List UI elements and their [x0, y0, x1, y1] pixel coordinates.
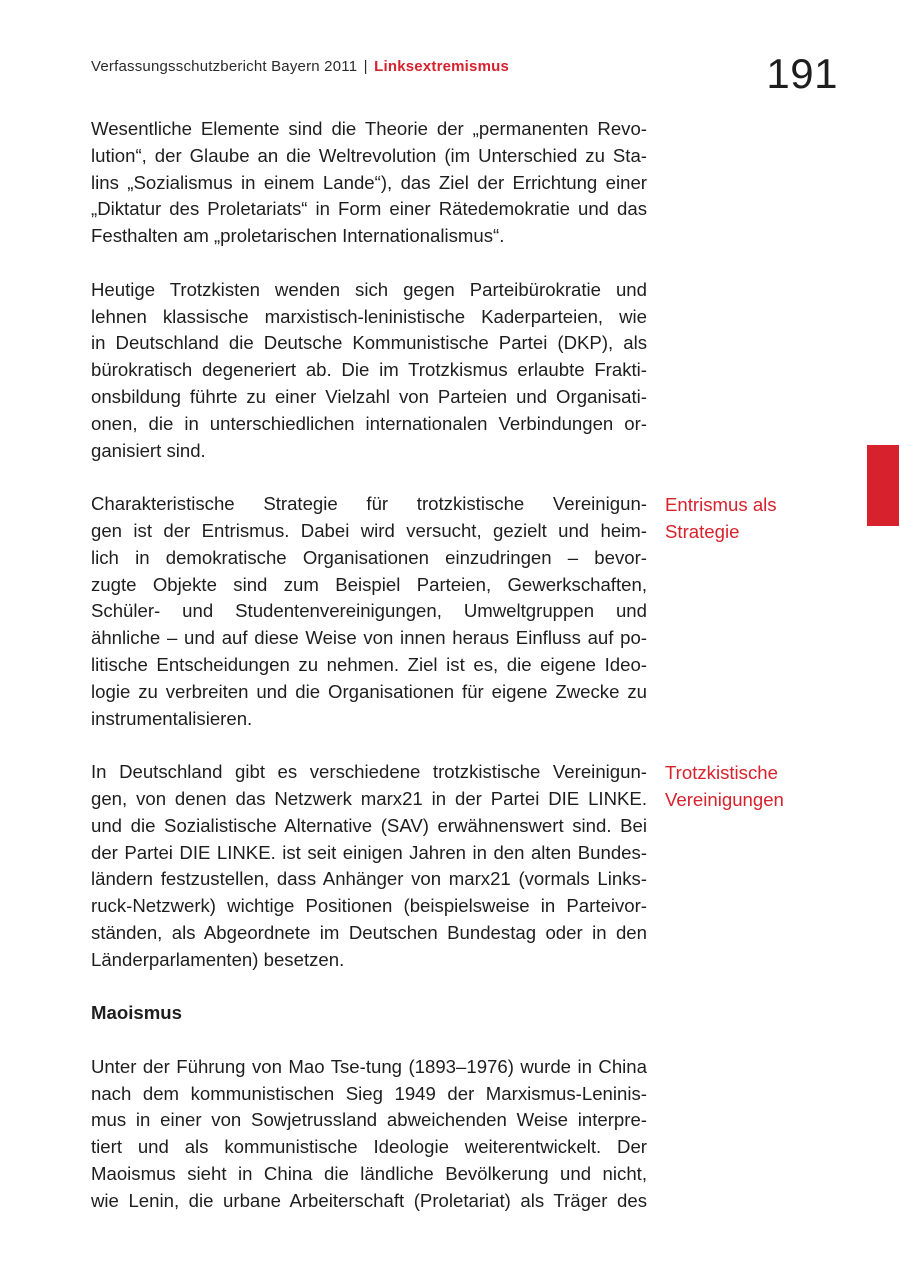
text-line: litische Entscheidungen zu nehmen. Ziel ist es, die eigene Ideo- [91, 653, 647, 675]
section-heading: Maoismus [91, 1002, 182, 1024]
text-line: Schüler- und Studentenvereinigungen, Umweltgruppen und [91, 600, 647, 622]
text-line: Wesentliche Elemente sind die Theorie der „permanenten Revo- [91, 118, 647, 139]
text-line: gen ist der Entrismus. Dabei wird versucht, gezielt und heim- [91, 519, 647, 541]
paragraph [91, 277, 647, 465]
text-line: wie Lenin, die urbane Arbeiterschaft (Proletariat) als Träger des [91, 1189, 647, 1211]
text-line: tiert und als kommunistische Ideologie weiterentwickelt. Der [91, 1136, 647, 1158]
publication-title: Verfassungsschutzbericht Bayern 2011 [91, 58, 358, 75]
text-line: Festhalten am „proletarischen Internationalismus“. [91, 225, 505, 247]
running-header [91, 58, 509, 75]
text-line: lution“, der Glaube an die Weltrevolution (im Unterschied zu Sta- [91, 144, 647, 166]
text-line: der Partei DIE LINKE. ist seit einigen Jahren in den alten Bundes- [91, 841, 647, 863]
text-line: ländern festzustellen, dass Anhänger von marx21 (vormals Links- [91, 868, 647, 890]
text-line: Heutige Trotzkisten wenden sich gegen Parteibürokratie und [91, 278, 647, 300]
text-line: lehnen klassische marxistisch-leninistische Kaderparteien, wie [91, 305, 647, 327]
text-line: logie zu verbreiten und die Organisationen für eigene Zwecke zu [91, 680, 647, 702]
page-number: 191 [766, 50, 838, 97]
text-line: Maoismus sieht in China die ländliche Bevölkerung und nicht, [91, 1163, 647, 1185]
text-line: ähnliche – und auf diese Weise von innen heraus Einfluss auf po- [91, 627, 647, 649]
text-line: nach dem kommunistischen Sieg 1949 der Marxismus-Leninis- [91, 1082, 647, 1104]
paragraph [91, 491, 647, 732]
margin-note-line: Entrismus als [665, 494, 777, 515]
header-separator: | [363, 58, 368, 75]
text-line: instrumentalisieren. [91, 707, 253, 729]
paragraph [91, 759, 647, 973]
margin-note-line: Strategie [665, 520, 740, 542]
margin-note-entrismus [665, 492, 865, 546]
margin-note-line: Vereinigungen [665, 788, 784, 810]
text-line: ständen, als Abgeordnete im Deutschen Bundestag oder in den [91, 921, 647, 943]
text-line: ganisiert sind. [91, 439, 206, 461]
text-line: in Deutschland die Deutsche Kommunistische Partei (DKP), als [91, 332, 647, 354]
text-line: „Diktatur des Proletariats“ in Form einer Rätedemokratie und das [91, 198, 647, 220]
text-line: lins „Sozialismus in einem Lande“), das Ziel der Errichtung einer [91, 171, 647, 193]
paragraph [91, 116, 647, 250]
text-line: Länderparlamenten) besetzen. [91, 948, 345, 970]
text-line: In Deutschland gibt es verschiedene trotzkistische Vereinigun- [91, 761, 647, 783]
section-tab-marker [867, 445, 899, 526]
text-line: und die Sozialistische Alternative (SAV) erwähnenswert sind. Bei [91, 814, 647, 836]
text-line: Unter der Führung von Mao Tse-tung (1893–1976) wurde in China [91, 1055, 647, 1077]
section-title: Linksextremismus [374, 58, 510, 75]
paragraph [91, 1054, 647, 1215]
margin-note-line: Trotzkistische [665, 762, 778, 783]
text-line: lich in demokratische Organisationen einzudringen – bevor- [91, 546, 647, 568]
text-line: ruck-Netzwerk) wichtige Positionen (beispielsweise in Parteivor- [91, 895, 647, 917]
text-line: gen, von denen das Netzwerk marx21 in der Partei DIE LINKE. [91, 787, 647, 809]
text-line: zugte Objekte sind zum Beispiel Parteien, Gewerkschaften, [91, 573, 647, 595]
text-line: bürokratisch degeneriert ab. Die im Trotzkismus erlaubte Frakti- [91, 359, 647, 381]
text-line: onsbildung führte zu einer Vielzahl von Parteien und Organisati- [91, 385, 647, 407]
text-line: Charakteristische Strategie für trotzkistische Vereinigun- [91, 493, 647, 515]
main-text-column [91, 116, 647, 1241]
margin-note-trotzkistische-vereinigungen [665, 760, 865, 814]
text-line: mus in einer von Sowjetrussland abweichenden Weise interpre- [91, 1109, 647, 1131]
text-line: onen, die in unterschiedlichen internationalen Verbindungen or- [91, 412, 647, 434]
